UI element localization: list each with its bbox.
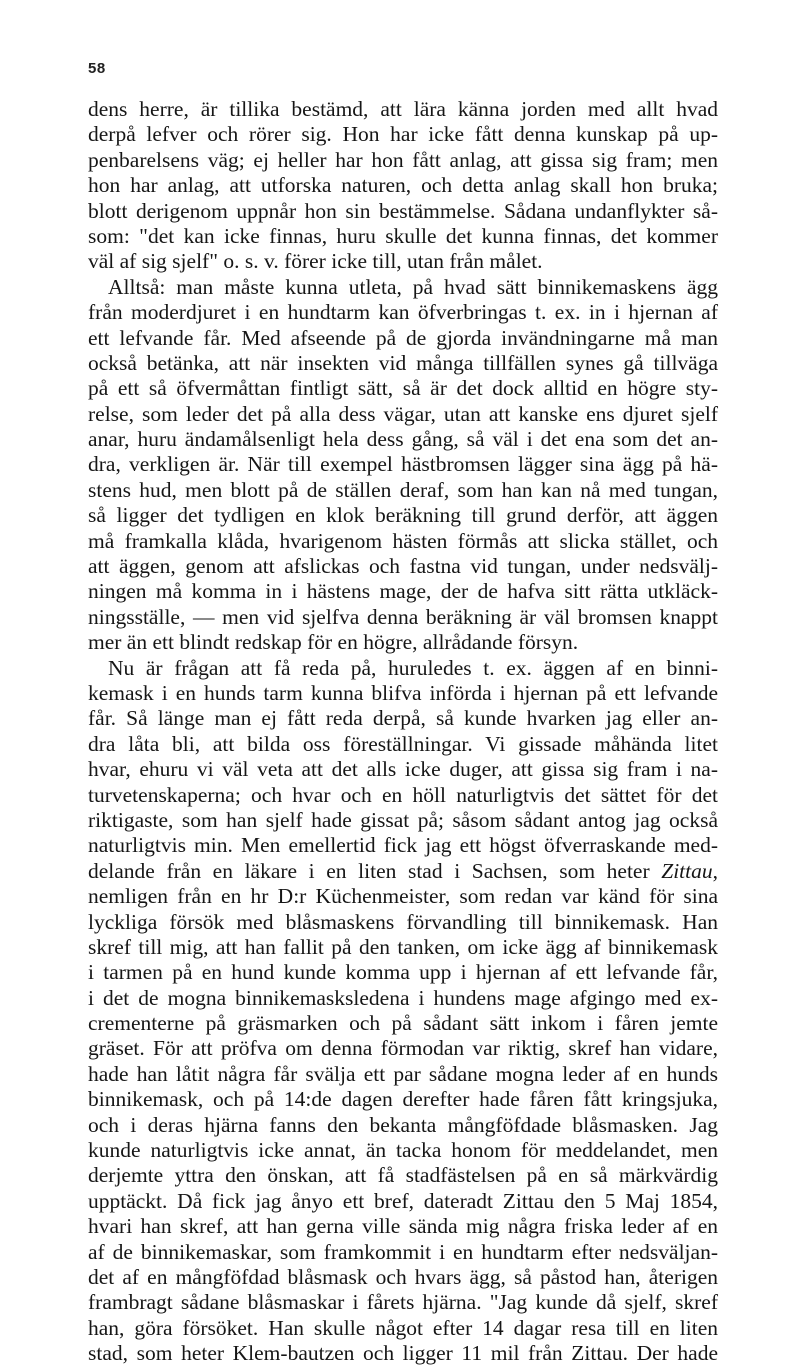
text-line: blott derigenom uppnår hon sin bestämmelse. Sådana undanflykter så- <box>88 198 718 223</box>
text-line: och i deras hjärna fanns den bekanta mångföfdade blåsmasken. Jag <box>88 1112 718 1137</box>
text-line: att äggen, genom att afslickas och fastna vid tungan, under nedsvälj- <box>88 554 718 579</box>
text-line: i det de mogna binnikemasksledena i hundens mage afgingo med ex- <box>88 985 718 1010</box>
text-line: dra, verkligen är. När till exempel hästbromsen lägger sina ägg på hä- <box>88 452 718 477</box>
text-line: i tarmen på en hund kunde komma upp i hjernan af ett lefvande får, <box>88 960 718 985</box>
text-line: han, göra försöket. Han skulle något efter 14 dagar resa till en liten <box>88 1315 718 1340</box>
text-line: skref till mig, att han fallit på den tanken, om icke ägg af binnikemask <box>88 934 718 959</box>
text-line: ningsställe, — men vid sjelfva denna beräkning är väl bromsen knappt <box>88 604 718 629</box>
text-line: ningen må komma in i hästens mage, der de hafva sitt rätta utkläck- <box>88 579 718 604</box>
text-line: derpå lefver och rörer sig. Hon har icke fått denna kunskap på up- <box>88 122 718 147</box>
text-line: också betänka, att när insekten vid många tillfällen synes gå tillväga <box>88 350 718 375</box>
text-line: det af en mångföfdad blåsmask och hvars ägg, så påstod han, återigen <box>88 1264 718 1289</box>
page-number: 58 <box>88 60 106 77</box>
text-line: Nu är frågan att få reda på, huruledes t. ex. äggen af en binni- <box>108 655 718 680</box>
text-line: hvari han skref, att han gerna ville sända mig några friska leder af en <box>88 1214 718 1239</box>
text-line: Alltså: man måste kunna utleta, på hvad sätt binnikemaskens ägg <box>108 274 718 299</box>
text-line: ett lefvande får. Med afseende på de gjorda invändningarne må man <box>88 325 718 350</box>
text-line: får. Så länge man ej fått reda derpå, så kunde hvarken jag eller an- <box>88 706 718 731</box>
text-line: må framkalla klåda, hvarigenom hästen förmås att slicka stället, och <box>88 528 718 553</box>
text-line: mer än ett blindt redskap för en högre, allrådande försyn. <box>88 630 579 655</box>
text-line: frambragt sådane blåsmaskar i fårets hjärna. "Jag kunde då sjelf, skref <box>88 1290 718 1315</box>
text-line: stad, som heter Klem-bautzen och ligger 11 mil från Zittau. Der hade <box>88 1341 718 1366</box>
text-line: relse, som leder det på alla dess vägar, utan att kanske ens djuret sjelf <box>88 401 718 426</box>
text-line: naturligtvis min. Men emellertid fick jag ett högst öfverraskande med- <box>88 833 718 858</box>
text-line: kemask i en hunds tarm kunna blifva införda i hjernan på ett lefvande <box>88 680 718 705</box>
text-line: binnikemask, och på 14:de dagen derefter hade fåren fått kringsjuka, <box>88 1087 718 1112</box>
text-line: lyckliga försök med blåsmaskens förvandling till binnikemask. Han <box>88 909 718 934</box>
text-line: delande från en läkare i en liten stad i Sachsen, som heter Zittau, <box>88 858 718 883</box>
text-line: dra låta bli, att bilda oss föreställningar. Vi gissade måhända litet <box>88 731 718 756</box>
text-line: hade han låtit några får svälja ett par sådane mogna leder af en hunds <box>88 1061 718 1086</box>
text-line: upptäckt. Då fick jag ånyo ett bref, dateradt Zittau den 5 Maj 1854, <box>88 1188 718 1213</box>
text-line: turvetenskaperna; och hvar och en höll naturligtvis det sättet för det <box>88 782 718 807</box>
text-line: anar, huru ändamålsenligt hela dess gång, så väl i det ena som det an- <box>88 427 718 452</box>
body-text <box>88 97 718 1367</box>
text-line: som: "det kan icke finnas, huru skulle det kunna finnas, det kommer <box>88 223 718 248</box>
text-line: nemligen från en hr D:r Küchenmeister, som redan var känd för sina <box>88 884 718 909</box>
text-line: derjemte yttra den önskan, att få stadfästelsen på en så märkvärdig <box>88 1163 718 1188</box>
text-line: penbarelsens väg; ej heller har hon fått anlag, att gissa sig fram; men <box>88 147 718 172</box>
text-line: hon har anlag, att utforska naturen, och detta anlag skall hon bruka; <box>88 173 718 198</box>
text-line: väl af sig sjelf" o. s. v. förer icke till, utan från målet. <box>88 249 543 274</box>
place-name-italic: Zittau <box>661 858 713 883</box>
text-line: gräset. För att pröfva om denna förmodan var riktig, skref han vidare, <box>88 1036 718 1061</box>
text-line: på ett så öfvermåttan fintligt sätt, så är det dock alltid en högre sty- <box>88 376 718 401</box>
text-line: hvar, ehuru vi väl veta att det alls icke duger, att gissa sig fram i na- <box>88 757 718 782</box>
text-line: kunde naturligtvis icke annat, än tacka honom för meddelandet, men <box>88 1138 718 1163</box>
text-line: stens hud, men blott på de ställen deraf, som han kan nå med tungan, <box>88 477 718 502</box>
text-line: af de binnikemaskar, som framkommit i en hundtarm efter nedsväljan- <box>88 1239 718 1264</box>
text-line: dens herre, är tillika bestämd, att lära känna jorden med allt hvad <box>88 97 718 121</box>
text-line: crementerne på gräsmarken och på sådant sätt inkom i fåren jemte <box>88 1011 718 1036</box>
text-line: från moderdjuret i en hundtarm kan öfverbringas t. ex. in i hjernan af <box>88 300 718 325</box>
text-line: riktigaste, som han sjelf hade gissat på; såsom sådant antog jag också <box>88 807 718 832</box>
text-line: så ligger det tydligen en klok beräkning till grund derför, att äggen <box>88 503 718 528</box>
